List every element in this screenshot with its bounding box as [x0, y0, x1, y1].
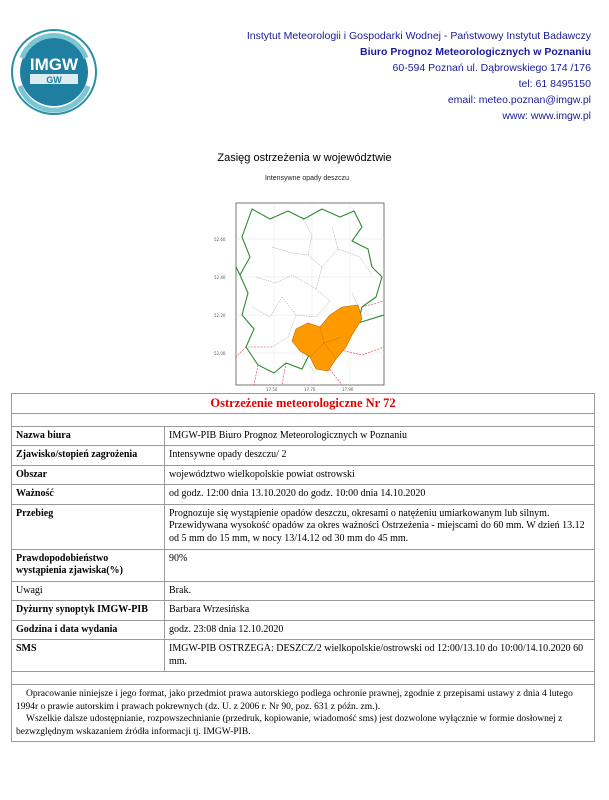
- row-value: województwo wielkopolskie powiat ostrowski: [165, 465, 595, 485]
- institute-name: Instytut Meteorologii i Gospodarki Wodnej - Państwowy Instytut Badawczy: [246, 30, 591, 42]
- svg-text:GW: GW: [46, 75, 62, 85]
- row-label: Godzina i data wydania: [12, 620, 165, 640]
- table-row: [12, 504, 595, 549]
- copyright-text: Opracowanie niniejsze i jego format, jako przedmiot prawa autorskiego podlega ochronie prawnej, zgodnie z przepisami ustawy z dnia 4 lutego 1994r o prawie autorskim i prawach pokrewnych (dz. U. z 2006 r. Nr 90, poz. 631 z późn. zm.).: [16, 689, 573, 712]
- table-row: [12, 485, 595, 505]
- map-subtitle: Intensywne opady deszczu: [264, 175, 350, 182]
- svg-text:17.90: 17.90: [342, 387, 354, 392]
- row-value: IMGW-PIB OSTRZEGA: DESZCZ/2 wielkopolskie/ostrowski od 12:00/13.10 do 10:00/14.10.2020 60 mm.: [165, 640, 595, 672]
- logo-text: IMGW: [29, 55, 79, 74]
- row-label: Prawdopodobieństwo wystąpienia zjawiska(%): [12, 549, 165, 581]
- row-value: 90%: [165, 549, 595, 581]
- row-label: Nazwa biura: [12, 426, 165, 446]
- row-label: Ważność: [12, 485, 165, 505]
- table-row: [12, 601, 595, 621]
- office-phone: tel: 61 8495150: [518, 78, 591, 90]
- office-name: Biuro Prognoz Meteorologicznych w Poznaniu: [359, 46, 591, 58]
- row-label: Uwagi: [12, 581, 165, 601]
- office-address: 60-594 Poznań ul. Dąbrowskiego 174 /176: [392, 62, 591, 74]
- table-row: [12, 640, 595, 672]
- svg-text:52.40: 52.40: [214, 275, 226, 280]
- row-value: Prognozuje się wystąpienie opadów deszczu, okresami o natężeniu umiarkowanym lub silnym. Przewidywana wysokość opadów za okres ważności Ostrzeżenia - miejscami do 60 mm. W dzień 13.12 od 5 mm do 15 mm, w nocy 13/14.12 od 30 mm do 45 mm.: [165, 504, 595, 549]
- table-row: [12, 620, 595, 640]
- row-label: Dyżurny synoptyk IMGW-PIB: [12, 601, 165, 621]
- row-label: Przebieg: [12, 504, 165, 549]
- row-value: Brak.: [165, 581, 595, 601]
- row-value: godz. 23:08 dnia 12.10.2020: [165, 620, 595, 640]
- map-title: Zasięg ostrzeżenia w województwie: [217, 152, 392, 164]
- office-email[interactable]: email: meteo.poznan@imgw.pl: [447, 94, 591, 106]
- row-label: Zjawisko/stopień zagrożenia: [12, 446, 165, 466]
- redistribution-text: Wszelkie dalsze udostępnianie, rozpowszechnianie (przedruk, kopiowanie, wiadomość sms) jest dozwolone wyłącznie w formie dosłownej z bezwzględnym wskazaniem źródła informacji tj. IMGW-PIB.: [16, 714, 563, 737]
- warning-title: Ostrzeżenie meteorologiczne Nr 72: [12, 394, 595, 414]
- table-row: [12, 549, 595, 581]
- row-value: IMGW-PIB Biuro Prognoz Meteorologicznych w Poznaniu: [165, 426, 595, 446]
- svg-text:52.00: 52.00: [214, 351, 226, 356]
- row-value: Barbara Wrzesińska: [165, 601, 595, 621]
- table-row: [12, 426, 595, 446]
- table-row: [12, 446, 595, 466]
- table-row: [12, 581, 595, 601]
- row-value: Intensywne opady deszczu/ 2: [165, 446, 595, 466]
- warning-map: [212, 175, 402, 393]
- svg-text:52.60: 52.60: [214, 237, 226, 242]
- row-label: Obszar: [12, 465, 165, 485]
- table-row: [12, 465, 595, 485]
- row-label: SMS: [12, 640, 165, 672]
- imgw-logo: [10, 28, 98, 116]
- warning-table: [11, 393, 595, 742]
- institute-header: [171, 28, 591, 124]
- svg-text:17.50: 17.50: [266, 387, 278, 392]
- row-value: od godz. 12:00 dnia 13.10.2020 do godz. 10:00 dnia 14.10.2020: [165, 485, 595, 505]
- map-graphic: [212, 197, 402, 393]
- copyright-footer: [12, 685, 595, 742]
- office-website[interactable]: www: www.imgw.pl: [502, 110, 591, 122]
- svg-text:17.70: 17.70: [304, 387, 316, 392]
- svg-text:52.20: 52.20: [214, 313, 226, 318]
